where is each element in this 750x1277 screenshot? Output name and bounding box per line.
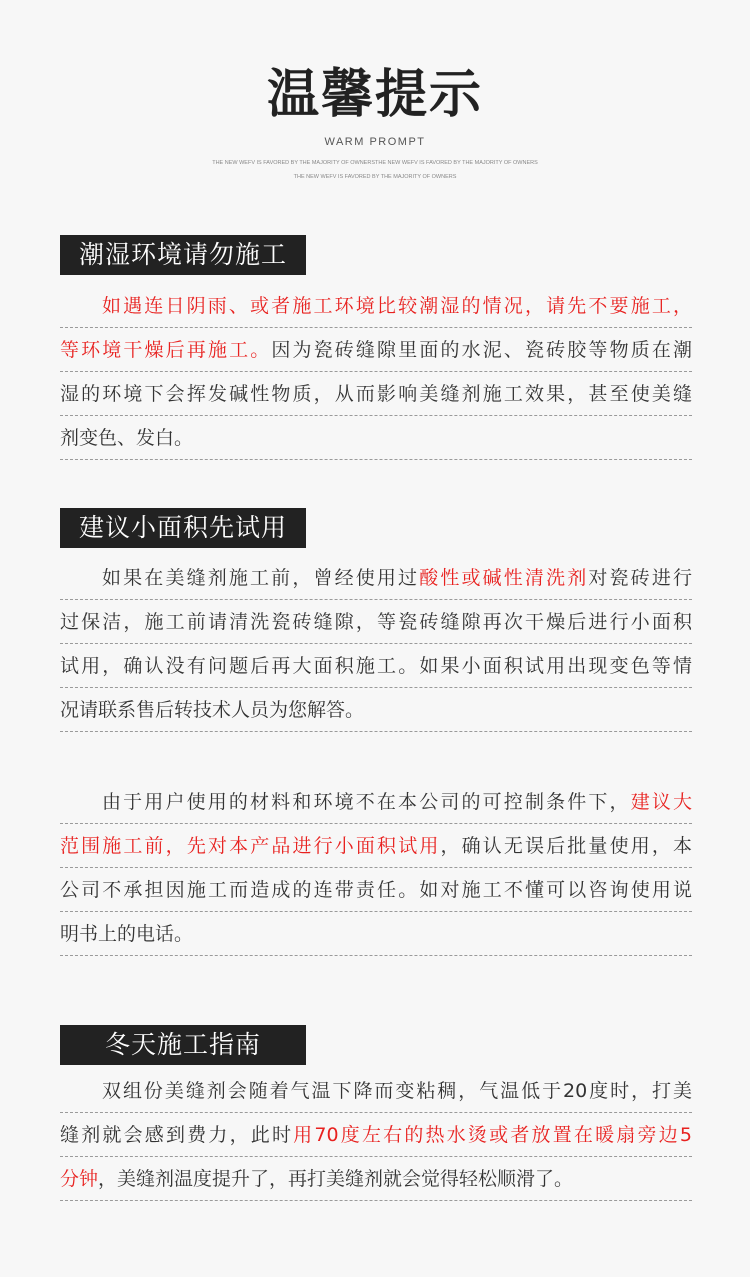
paragraph-line bbox=[60, 824, 692, 868]
body-text: 况请联系售后转技术人员为您解答。 bbox=[60, 699, 365, 721]
paragraph-line bbox=[60, 780, 692, 824]
paragraph-line bbox=[60, 1113, 692, 1157]
page-subtitle: WARM PROMPT bbox=[324, 136, 426, 148]
paragraph-line bbox=[60, 328, 692, 372]
highlighted-text: 用70度左右的热水烫或者放置在暖扇旁边5 bbox=[293, 1124, 692, 1146]
section-paragraph bbox=[60, 284, 692, 460]
paragraph-line bbox=[60, 600, 692, 644]
fine-print-line-1: THE NEW WEFV IS FAVORED BY THE MAJORITY OF OWNERSTHE NEW WEFV IS FAVORED BY THE MAJORITY OF OWNERS bbox=[212, 160, 538, 166]
paragraph-line bbox=[60, 1069, 692, 1113]
page-header bbox=[0, 60, 750, 184]
highlighted-text: 酸性或碱性清洗剂 bbox=[419, 567, 589, 589]
paragraph-line bbox=[60, 284, 692, 328]
paragraph-line bbox=[60, 912, 692, 956]
body-text: ，确认无误后批量使用，本 bbox=[440, 835, 692, 857]
page-title: 温馨提示 bbox=[266, 65, 483, 125]
body-text: 因为瓷砖缝隙里面的水泥、瓷砖胶等物质在潮 bbox=[271, 339, 692, 361]
paragraph-line bbox=[60, 644, 692, 688]
body-text: 过保洁，施工前请清洗瓷砖缝隙，等瓷砖缝隙再次干燥后进行小面积 bbox=[60, 611, 692, 633]
body-text: 如果在美缝剂施工前，曾经使用过 bbox=[102, 567, 420, 589]
body-text: 试用，确认没有问题后再大面积施工。如果小面积试用出现变色等情 bbox=[60, 655, 692, 677]
highlighted-text: 范围施工前，先对本产品进行小面积试用 bbox=[60, 835, 441, 857]
section-title-badge: 建议小面积先试用 bbox=[60, 508, 306, 548]
paragraph-line bbox=[60, 416, 692, 460]
body-text: 由于用户使用的材料和环境不在本公司的可控制条件下， bbox=[102, 791, 631, 813]
paragraph-line bbox=[60, 372, 692, 416]
body-text: 双组份美缝剂会随着气温下降而变粘稠，气温低于20度时，打美 bbox=[102, 1080, 692, 1102]
body-text: 缝剂就会感到费力，此时 bbox=[60, 1124, 294, 1146]
body-text: 明书上的电话。 bbox=[60, 923, 194, 945]
body-text: 湿的环境下会挥发碱性物质，从而影响美缝剂施工效果，甚至使美缝 bbox=[60, 383, 692, 405]
section-title-badge: 潮湿环境请勿施工 bbox=[60, 235, 306, 275]
paragraph-line bbox=[60, 688, 692, 732]
section-paragraph bbox=[60, 1069, 692, 1201]
paragraph-line bbox=[60, 1157, 692, 1201]
highlighted-text: 如遇连日阴雨、或者施工环境比较潮湿的情况，请先不要施工， bbox=[102, 295, 692, 317]
body-text: 对瓷砖进行 bbox=[588, 567, 692, 589]
fine-print-line-2: THE NEW WEFV IS FAVORED BY THE MAJORITY OF OWNERS bbox=[293, 174, 457, 180]
paragraph-line bbox=[60, 868, 692, 912]
section-title-badge: 冬天施工指南 bbox=[60, 1025, 306, 1065]
highlighted-text: 等环境干燥后再施工。 bbox=[60, 339, 272, 361]
body-text: 公司不承担因施工而造成的连带责任。如对施工不懂可以咨询使用说 bbox=[60, 879, 692, 901]
body-text: ，美缝剂温度提升了，再打美缝剂就会觉得轻松顺滑了。 bbox=[98, 1168, 574, 1190]
section-paragraph bbox=[60, 556, 692, 732]
section-paragraph bbox=[60, 780, 692, 956]
highlighted-text: 建议大 bbox=[630, 791, 692, 813]
highlighted-text: 分钟 bbox=[60, 1168, 99, 1190]
paragraph-line bbox=[60, 556, 692, 600]
body-text: 剂变色、发白。 bbox=[60, 427, 194, 449]
